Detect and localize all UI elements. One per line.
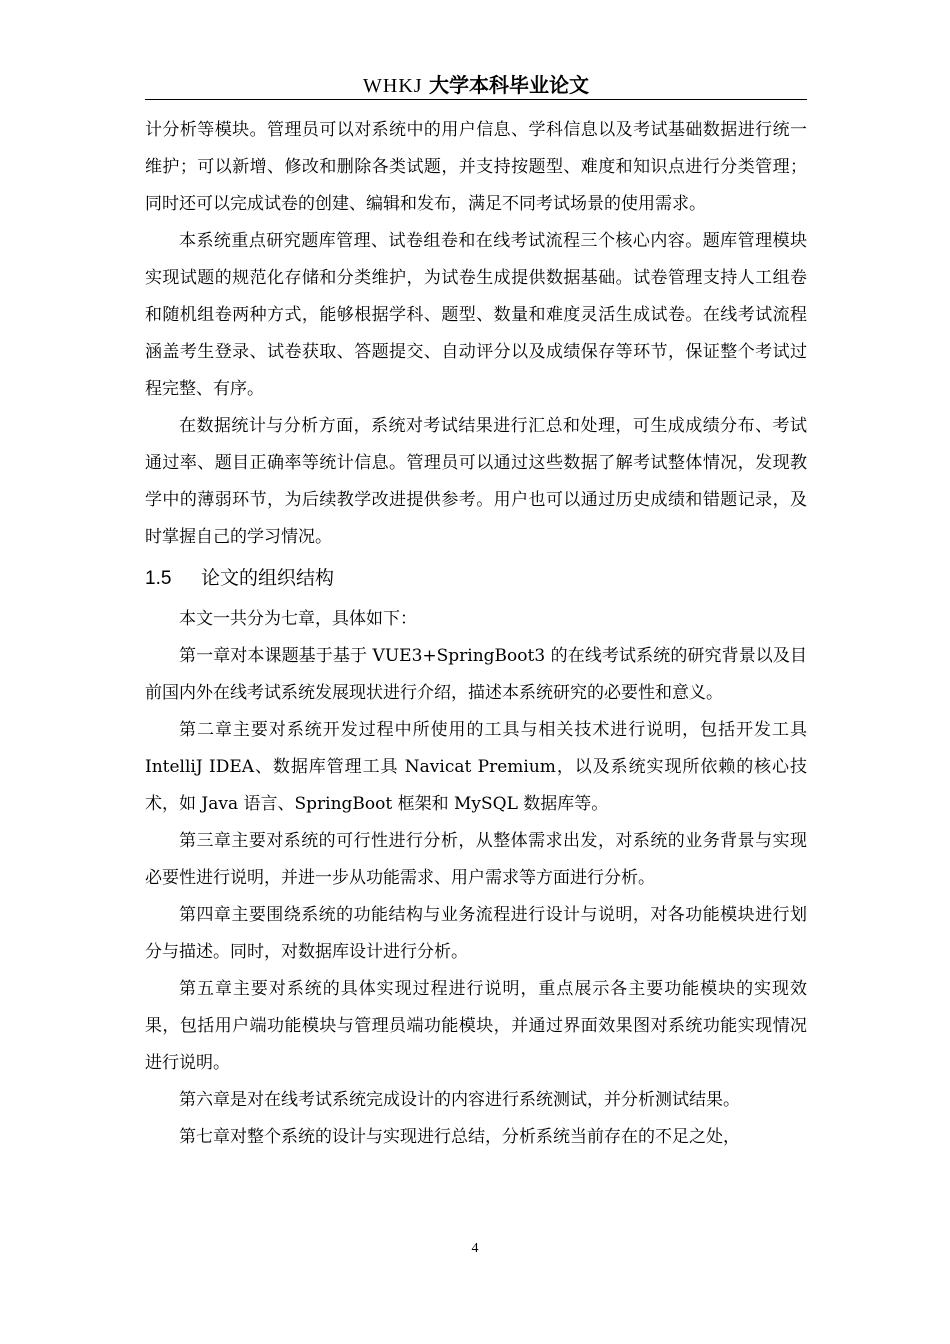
paragraph: 第六章是对在线考试系统完成设计的内容进行系统测试，并分析测试结果。 <box>179 1090 740 1110</box>
paragraph: 计分析等模块。管理员可以对系统中的用户信息、学科信息以及考试基础数据进行统一维护；可以新增、修改和删除各类试题，并支持按题型、难度和知识点进行分类管理；同时还可以完成试卷的创建、编辑和发布，满足不同考试场景的使用需求。 <box>145 120 807 214</box>
paragraph: 在数据统计与分析方面，系统对考试结果进行汇总和处理，可生成成绩分布、考试通过率、题目正确率等统计信息。管理员可以通过这些数据了解考试整体情况，发现教学中的薄弱环节，为后续教学改进提供参考。用户也可以通过历史成绩和错题记录，及时掌握自己的学习情况。 <box>145 416 807 547</box>
page-header <box>145 70 807 100</box>
page-number: 4 <box>471 1241 479 1256</box>
paragraph: 本文一共分为七章，具体如下： <box>179 609 417 629</box>
section-number: 1.5 <box>145 568 172 589</box>
page-body <box>145 112 807 1156</box>
section-title: 论文的组织结构 <box>201 567 335 589</box>
header-rule <box>145 99 807 100</box>
paragraph: 第三章主要对系统的可行性进行分析，从整体需求出发，对系统的业务背景与实现必要性进行说明，并进一步从功能需求、用户需求等方面进行分析。 <box>145 831 807 888</box>
section-heading <box>145 556 807 601</box>
paragraph: 第四章主要围绕系统的功能结构与业务流程进行设计与说明，对各功能模块进行划分与描述。同时，对数据库设计进行分析。 <box>145 905 807 962</box>
paragraph: 本系统重点研究题库管理、试卷组卷和在线考试流程三个核心内容。题库管理模块实现试题的规范化存储和分类维护，为试卷生成提供数据基础。试卷管理支持人工组卷和随机组卷两种方式，能够根据学科、题型、数量和难度灵活生成试卷。在线考试流程涵盖考生登录、试卷获取、答题提交、自动评分以及成绩保存等环节，保证整个考试过程完整、有序。 <box>145 231 807 399</box>
header-school-code: WHKJ <box>363 75 423 97</box>
header-title: 大学本科毕业论文 <box>428 73 589 97</box>
paragraph: 第七章对整个系统的设计与实现进行总结，分析系统当前存在的不足之处， <box>179 1127 740 1147</box>
paragraph: 第一章对本课题基于基于 VUE3+SpringBoot3 的在线考试系统的研究背景以及目前国内外在线考试系统发展现状进行介绍，描述本系统研究的必要性和意义。 <box>145 646 807 703</box>
paragraph: 第二章主要对系统开发过程中所使用的工具与相关技术进行说明，包括开发工具 IntelliJ IDEA、数据库管理工具 Navicat Premium，以及系统实现所依赖的核心技术，如 Java 语言、SpringBoot 框架和 MySQL 数据库等。 <box>145 720 807 814</box>
paragraph: 第五章主要对系统的具体实现过程进行说明，重点展示各主要功能模块的实现效果，包括用户端功能模块与管理员端功能模块，并通过界面效果图对系统功能实现情况进行说明。 <box>145 979 807 1073</box>
